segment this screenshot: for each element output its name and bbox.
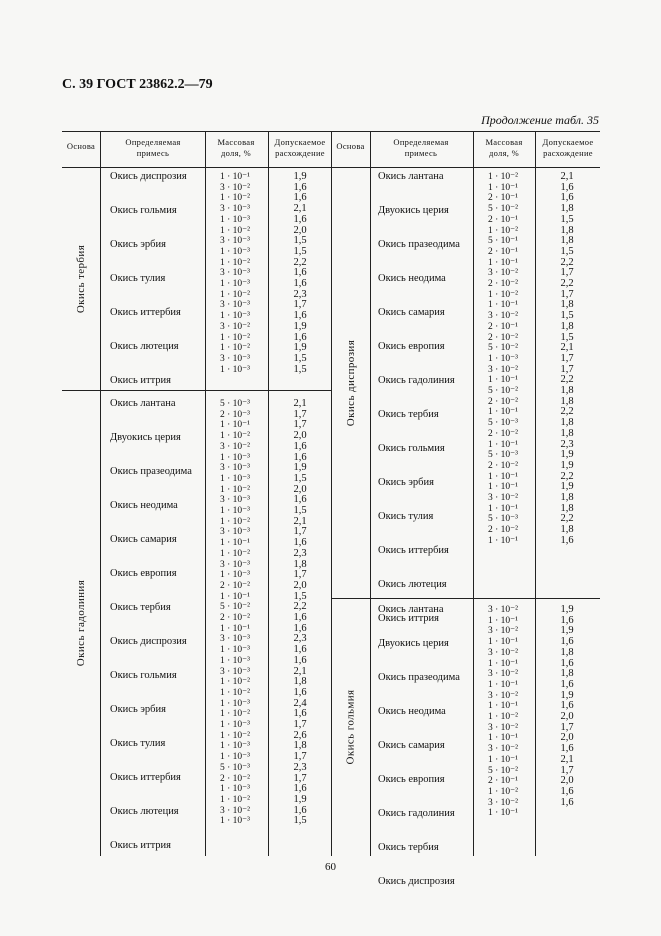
deviation-value: 1,9: [560, 481, 574, 493]
mass-fraction-value: 1 · 10⁻²: [220, 484, 251, 495]
deviation-value: 1,6: [560, 534, 574, 546]
mass-fraction-value: 1 · 10⁻¹: [488, 439, 519, 450]
impurity-name: Окись эрбия: [110, 239, 166, 250]
deviation-value: 1,7: [560, 721, 574, 733]
impurity-name: Окись тербия: [378, 409, 439, 420]
deviation-value: 1,9: [293, 171, 307, 182]
mass-fraction-value: 3 · 10⁻²: [488, 493, 519, 503]
deviation-value: 1,7: [293, 569, 307, 581]
mass-fraction-value: 2 · 10⁻²: [488, 428, 519, 439]
mass-fraction-value: 1 · 10⁻²: [488, 289, 519, 300]
mass-fraction-value: 1 · 10⁻²: [488, 172, 519, 182]
mass-fraction-value: 3 · 10⁻²: [488, 690, 519, 701]
mass-fraction-value: 1 · 10⁻³: [220, 473, 251, 484]
mass-fraction-value: 2 · 10⁻³: [220, 409, 251, 420]
mass-fraction-value: 3 · 10⁻²: [488, 605, 519, 615]
deviation-value: 1,8: [560, 502, 574, 514]
mass-fraction-value: 1 · 10⁻²: [220, 794, 251, 805]
base-label-right-1: Окись диспрозия: [345, 339, 357, 427]
impurity-name: Окись гольмия: [378, 443, 445, 454]
impurity-name: Окись лантана: [110, 398, 176, 409]
impurity-name: Окись диспрозия: [110, 636, 187, 647]
mass-fraction-value: 1 · 10⁻²: [220, 431, 251, 442]
col-divider: [100, 131, 101, 856]
mass-fraction-value: 1 · 10⁻³: [220, 364, 251, 375]
col-divider: [370, 131, 371, 856]
deviation-value: 1,6: [293, 644, 307, 656]
deviation-value: 2,2: [293, 601, 307, 613]
deviation-value: 1,6: [293, 686, 307, 698]
deviation-value: 1,8: [560, 320, 574, 332]
impurity-name: Окись тулия: [110, 273, 166, 284]
impurity-name: Окись европия: [378, 774, 445, 785]
mass-fraction-value: 3 · 10⁻²: [220, 182, 251, 193]
impurity-name: Окись тулия: [110, 738, 166, 749]
impurity-name: Окись иттрия: [378, 613, 440, 624]
impurity-name: Окись празеодима: [378, 672, 460, 683]
page-title: С. 39 ГОСТ 23862.2—79: [62, 77, 213, 92]
col-divider: [268, 131, 269, 856]
deviation-value: 1,6: [293, 708, 307, 720]
mass-fraction-value: 1 · 10⁻³: [220, 570, 251, 581]
impurity-name: Двуокись церия: [110, 432, 181, 443]
deviation-value: 1,5: [293, 352, 307, 364]
mass-fraction-value: 1 · 10⁻³: [220, 698, 251, 709]
deviation-value: 1,8: [560, 524, 574, 536]
deviation-value: 1,6: [293, 267, 307, 279]
mass-fraction-value: 1 · 10⁻¹: [488, 300, 519, 311]
deviation-value: 2,1: [293, 665, 307, 677]
mass-fraction-value: 1 · 10⁻²: [220, 687, 251, 698]
deviation-value: 1,6: [560, 678, 574, 690]
impurity-name: Окись диспрозия: [378, 876, 455, 887]
header-mass: Массовая доля, %: [485, 137, 523, 158]
mass-fraction-value: 1 · 10⁻³: [220, 645, 251, 656]
impurity-name: Двуокись церия: [378, 638, 449, 649]
deviation-value: 2,0: [560, 711, 574, 722]
impurity-name: Окись неодима: [378, 706, 446, 717]
impurity-name: Окись лютеция: [110, 341, 179, 352]
impurity-name: Окись лантана: [378, 604, 444, 615]
page-number: 60: [325, 861, 336, 873]
mass-fraction-value: 1 · 10⁻³: [220, 214, 251, 225]
deviation-value: 1,8: [560, 203, 574, 215]
mass-fraction-value: 2 · 10⁻²: [488, 525, 519, 536]
deviation-value: 1,8: [560, 299, 574, 311]
deviation-value: 2,0: [293, 430, 307, 442]
deviation-value: 1,6: [560, 636, 574, 648]
mass-fraction-value: 1 · 10⁻¹: [488, 754, 519, 765]
mass-fraction-value: 3 · 10⁻²: [220, 441, 251, 452]
deviation-value: 1,8: [560, 492, 574, 503]
mass-fraction-value: 1 · 10⁻²: [220, 548, 251, 559]
deviation-value: 2,1: [293, 515, 307, 527]
deviation-value: 1,6: [293, 192, 307, 204]
mass-fraction-value: 3 · 10⁻³: [220, 300, 251, 311]
mass-fraction-value: 3 · 10⁻³: [220, 527, 251, 538]
mass-fraction-value: 2 · 10⁻¹: [488, 214, 519, 225]
deviation-value: 1,6: [293, 331, 307, 343]
impurity-name: Окись лютеция: [378, 579, 447, 590]
deviation-value: 1,7: [560, 363, 574, 375]
impurity-name: Окись лантана: [378, 171, 444, 182]
impurity-name: Окись европия: [110, 568, 177, 579]
mass-fraction-value: 1 · 10⁻²: [488, 786, 519, 797]
mass-fraction-value: 1 · 10⁻¹: [220, 420, 251, 431]
mass-fraction-value: 1 · 10⁻¹: [488, 701, 519, 712]
mass-fraction-value: 3 · 10⁻²: [488, 744, 519, 755]
deviation-value: 1,7: [293, 419, 307, 431]
mass-fraction-value: 1 · 10⁻³: [220, 784, 251, 795]
deviation-value: 1,7: [560, 267, 574, 279]
col-divider: [535, 131, 536, 856]
deviation-value: 1,7: [293, 408, 307, 420]
deviation-value: 1,6: [293, 494, 307, 506]
mass-fraction-value: 1 · 10⁻²: [488, 225, 519, 236]
mass-fraction-value: 5 · 10⁻²: [488, 765, 519, 776]
mass-fraction-value: 1 · 10⁻¹: [220, 538, 251, 549]
deviation-value: 1,7: [293, 299, 307, 311]
mass-fraction-value: 1 · 10⁻¹: [488, 808, 519, 819]
deviation-value: 1,6: [293, 451, 307, 463]
deviation-value: 2,4: [293, 697, 307, 709]
header-impurity: Определяемая примесь: [125, 137, 181, 158]
mass-fraction-value: 1 · 10⁻²: [220, 193, 251, 204]
deviation-value: 1,5: [560, 213, 574, 225]
deviation-value: 1,6: [293, 783, 307, 795]
deviation-value: 1,8: [293, 740, 307, 752]
deviation-value: 1,9: [560, 449, 574, 461]
impurity-name: Окись лютеция: [110, 806, 179, 817]
mass-fraction-value: 1 · 10⁻¹: [220, 172, 251, 182]
impurity-name: Окись празеодима: [378, 239, 460, 250]
mass-fraction-value: 3 · 10⁻²: [488, 647, 519, 658]
mass-fraction-value: 1 · 10⁻¹: [488, 407, 519, 418]
deviation-value: 1,8: [560, 646, 574, 658]
impurity-name: Окись неодима: [110, 500, 178, 511]
mass-fraction-value: 1 · 10⁻¹: [488, 257, 519, 268]
mass-fraction-value: 2 · 10⁻¹: [488, 193, 519, 204]
header-mass: Массовая доля, %: [217, 137, 255, 158]
deviation-value: 1,9: [560, 459, 574, 471]
deviation-value: 1,8: [293, 676, 307, 688]
mass-fraction-value: 2 · 10⁻¹: [488, 246, 519, 257]
header-base: Основа: [336, 141, 365, 151]
deviation-value: 1,8: [560, 395, 574, 407]
deviation-value: 1,9: [293, 793, 307, 805]
deviation-value: 2,1: [560, 171, 574, 182]
deviation-value: 2,0: [293, 483, 307, 495]
deviation-value: 1,5: [293, 235, 307, 247]
mass-fraction-value: 1 · 10⁻¹: [488, 615, 519, 626]
mass-fraction-value: 3 · 10⁻³: [220, 236, 251, 247]
mass-fraction-value: 2 · 10⁻²: [220, 613, 251, 623]
mass-fraction-value: 2 · 10⁻²: [488, 279, 519, 289]
mass-fraction-value: 1 · 10⁻²: [220, 225, 251, 236]
col-divider: [205, 131, 206, 856]
group-separator: [62, 390, 331, 391]
mass-fraction-value: 3 · 10⁻²: [220, 805, 251, 816]
deviation-value: 1,7: [560, 352, 574, 364]
mass-fraction-value: 5 · 10⁻²: [488, 204, 519, 215]
mass-fraction-value: 2 · 10⁻²: [220, 773, 251, 784]
deviation-value: 2,2: [560, 470, 574, 482]
header-base: Основа: [66, 141, 96, 151]
impurity-name: Окись европия: [378, 341, 445, 352]
mass-fraction-value: 2 · 10⁻²: [220, 580, 251, 591]
mass-fraction-value: 3 · 10⁻²: [488, 797, 519, 808]
mass-fraction-value: 1 · 10⁻¹: [488, 679, 519, 690]
mass-fraction-value: 1 · 10⁻¹: [488, 503, 519, 514]
deviation-value: 1,6: [293, 612, 307, 623]
deviation-value: 1,9: [560, 689, 574, 701]
header-impurity: Определяемая примесь: [393, 137, 449, 158]
mass-fraction-value: 1 · 10⁻¹: [220, 623, 251, 634]
deviation-value: 1,5: [293, 363, 307, 375]
mass-fraction-value: 5 · 10⁻³: [220, 399, 251, 409]
deviation-value: 1,7: [560, 288, 574, 300]
mass-fraction-value: 5 · 10⁻³: [488, 418, 519, 429]
table-continuation-caption: Продолжение табл. 35: [481, 113, 599, 127]
mass-fraction-value: 1 · 10⁻²: [488, 712, 519, 722]
mass-fraction-value: 3 · 10⁻³: [220, 204, 251, 215]
deviation-value: 1,6: [560, 796, 574, 808]
impurity-name: Окись гадолиния: [378, 808, 455, 819]
impurity-name: Окись эрбия: [110, 704, 166, 715]
mass-fraction-value: 5 · 10⁻³: [488, 514, 519, 525]
mass-fraction-value: 3 · 10⁻²: [488, 364, 519, 375]
mass-fraction-value: 1 · 10⁻²: [220, 289, 251, 300]
header-deviation: Допускаемое расхождение: [542, 137, 594, 158]
mass-fraction-value: 1 · 10⁻³: [220, 452, 251, 463]
deviation-value: 1,7: [293, 526, 307, 538]
deviation-value: 1,5: [293, 505, 307, 516]
deviation-value: 1,6: [560, 614, 574, 626]
deviation-value: 1,6: [560, 192, 574, 204]
deviation-value: 2,2: [560, 256, 574, 268]
base-label-left-1: Окись тербия: [75, 244, 88, 314]
header-deviation: Допускаемое расхождение: [274, 137, 326, 158]
mass-fraction-value: 1 · 10⁻³: [220, 279, 251, 289]
deviation-value: 1,9: [560, 625, 574, 637]
deviation-value: 1,9: [293, 320, 307, 332]
deviation-value: 1,6: [560, 743, 574, 755]
mass-fraction-value: 1 · 10⁻²: [220, 257, 251, 268]
mass-fraction-value: 5 · 10⁻¹: [488, 236, 519, 247]
impurity-name: Окись иттербия: [110, 772, 181, 783]
deviation-value: 1,6: [293, 310, 307, 322]
deviation-value: 1,6: [293, 537, 307, 549]
deviation-value: 2,0: [293, 224, 307, 236]
mass-fraction-value: 1 · 10⁻²: [220, 332, 251, 343]
impurity-name: Окись иттрия: [110, 375, 172, 386]
impurity-name: Окись самария: [110, 534, 177, 545]
mass-fraction-value: 3 · 10⁻³: [220, 666, 251, 677]
impurity-name: Окись празеодима: [110, 466, 192, 477]
deviation-value: 1,6: [293, 440, 307, 452]
deviation-value: 1,8: [560, 427, 574, 439]
impurity-name: Окись неодима: [378, 273, 446, 284]
deviation-value: 1,9: [560, 604, 574, 615]
impurity-name: Окись иттрия: [110, 840, 172, 851]
deviation-value: 1,6: [293, 278, 307, 289]
mass-fraction-value: 1 · 10⁻³: [488, 353, 519, 364]
deviation-value: 1,8: [560, 224, 574, 236]
mass-fraction-value: 1 · 10⁻¹: [488, 482, 519, 493]
deviation-value: 1,7: [293, 772, 307, 784]
mass-fraction-value: 3 · 10⁻³: [220, 495, 251, 506]
mass-fraction-value: 5 · 10⁻³: [488, 450, 519, 461]
impurity-name: Окись тербия: [378, 842, 439, 853]
impurity-name: Окись гольмия: [110, 205, 177, 216]
deviation-value: 2,3: [293, 633, 307, 645]
mass-fraction-value: 1 · 10⁻²: [220, 343, 251, 354]
deviation-value: 2,2: [560, 278, 574, 289]
deviation-value: 2,2: [560, 513, 574, 525]
base-label-left-2: Окись гадолиния: [75, 579, 88, 667]
mass-fraction-value: 5 · 10⁻²: [488, 386, 519, 396]
base-label-right-2: Окись гольмия: [345, 689, 357, 765]
deviation-value: 1,5: [293, 472, 307, 484]
group-separator: [331, 598, 600, 599]
deviation-value: 1,6: [293, 181, 307, 193]
deviation-value: 2,2: [560, 374, 574, 386]
mass-fraction-value: 2 · 10⁻¹: [488, 321, 519, 332]
deviation-value: 2,3: [293, 761, 307, 773]
mass-fraction-value: 1 · 10⁻³: [220, 816, 251, 827]
deviation-value: 1,6: [293, 654, 307, 666]
mass-fraction-value: 3 · 10⁻²: [488, 626, 519, 637]
deviation-value: 1,5: [293, 245, 307, 257]
col-divider: [473, 131, 474, 856]
mass-fraction-value: 1 · 10⁻²: [220, 677, 251, 688]
deviation-value: 1,7: [560, 764, 574, 776]
deviation-value: 2,0: [560, 732, 574, 744]
deviation-value: 2,1: [560, 753, 574, 765]
deviation-value: 1,6: [560, 657, 574, 669]
mass-fraction-value: 2 · 10⁻¹: [488, 776, 519, 787]
deviation-value: 1,7: [293, 719, 307, 730]
mass-fraction-value: 3 · 10⁻³: [220, 463, 251, 474]
deviation-value: 2,2: [560, 406, 574, 418]
impurity-name: Окись самария: [378, 307, 445, 318]
mass-fraction-value: 1 · 10⁻²: [220, 516, 251, 527]
deviation-value: 1,6: [293, 622, 307, 634]
mass-fraction-value: 5 · 10⁻²: [488, 343, 519, 354]
impurity-name: Окись эрбия: [378, 477, 434, 488]
deviation-value: 2,0: [560, 775, 574, 787]
deviation-value: 1,8: [560, 385, 574, 396]
deviation-value: 2,1: [293, 398, 307, 409]
deviation-value: 2,3: [293, 547, 307, 559]
deviation-value: 1,6: [560, 181, 574, 193]
deviation-value: 1,6: [560, 700, 574, 712]
deviation-value: 1,6: [560, 785, 574, 797]
deviation-value: 1,9: [293, 342, 307, 354]
mass-fraction-value: 3 · 10⁻²: [220, 321, 251, 332]
deviation-value: 2,6: [293, 729, 307, 741]
mass-fraction-value: 1 · 10⁻²: [220, 730, 251, 741]
impurity-name: Окись тербия: [110, 602, 171, 613]
mass-fraction-value: 2 · 10⁻²: [488, 460, 519, 471]
mass-fraction-value: 1 · 10⁻¹: [488, 658, 519, 669]
deviation-value: 1,5: [560, 245, 574, 257]
mass-fraction-value: 1 · 10⁻³: [220, 741, 251, 752]
impurity-name: Окись иттербия: [110, 307, 181, 318]
mass-fraction-value: 5 · 10⁻²: [220, 602, 251, 613]
deviation-value: 2,2: [293, 256, 307, 268]
deviation-value: 1,5: [560, 310, 574, 322]
impurity-name: Окись самария: [378, 740, 445, 751]
deviation-value: 1,8: [560, 668, 574, 680]
deviation-value: 1,5: [293, 590, 307, 602]
impurity-name: Окись гольмия: [110, 670, 177, 681]
mass-fraction-value: 2 · 10⁻²: [488, 332, 519, 343]
deviation-value: 1,8: [560, 235, 574, 247]
mass-fraction-value: 3 · 10⁻²: [488, 311, 519, 322]
mass-fraction-value: 3 · 10⁻²: [488, 722, 519, 733]
deviation-value: 2,1: [293, 203, 307, 215]
deviation-value: 2,3: [293, 288, 307, 300]
mass-fraction-value: 3 · 10⁻³: [220, 559, 251, 570]
mass-fraction-value: 1 · 10⁻¹: [488, 535, 519, 546]
impurity-name: Окись гадолиния: [378, 375, 455, 386]
deviation-value: 1,5: [560, 331, 574, 343]
mass-fraction-value: 1 · 10⁻³: [220, 506, 251, 516]
deviation-value: 1,8: [293, 558, 307, 570]
deviation-value: 2,1: [560, 342, 574, 354]
mass-fraction-value: 5 · 10⁻³: [220, 762, 251, 773]
mass-fraction-value: 1 · 10⁻¹: [488, 637, 519, 648]
deviation-value: 1,6: [293, 213, 307, 225]
mass-fraction-value: 3 · 10⁻³: [220, 353, 251, 364]
impurity-name: Окись диспрозия: [110, 171, 187, 182]
mass-fraction-value: 1 · 10⁻¹: [488, 471, 519, 482]
deviation-value: 2,3: [560, 438, 574, 450]
mass-fraction-value: 1 · 10⁻¹: [488, 182, 519, 193]
mass-fraction-value: 2 · 10⁻²: [488, 396, 519, 407]
mass-fraction-value: 3 · 10⁻²: [488, 669, 519, 680]
deviation-value: 1,7: [293, 751, 307, 763]
mass-fraction-value: 1 · 10⁻¹: [488, 733, 519, 744]
mass-fraction-value: 1 · 10⁻³: [220, 752, 251, 763]
mass-fraction-value: 1 · 10⁻³: [220, 246, 251, 257]
mass-fraction-value: 1 · 10⁻³: [220, 720, 251, 730]
mass-fraction-value: 3 · 10⁻³: [220, 268, 251, 279]
mass-fraction-value: 1 · 10⁻²: [220, 709, 251, 720]
mass-fraction-value: 3 · 10⁻²: [488, 268, 519, 279]
mass-fraction-value: 3 · 10⁻³: [220, 634, 251, 645]
deviation-value: 1,6: [293, 804, 307, 816]
impurity-name: Окись иттербия: [378, 545, 449, 556]
mass-fraction-value: 1 · 10⁻¹: [220, 591, 251, 602]
mass-fraction-value: 1 · 10⁻¹: [488, 375, 519, 386]
deviation-value: 1,9: [293, 462, 307, 474]
mass-fraction-value: 1 · 10⁻³: [220, 655, 251, 666]
col-divider: [331, 131, 332, 856]
deviation-value: 2,0: [293, 579, 307, 591]
impurity-name: Окись тулия: [378, 511, 434, 522]
deviation-value: 1,5: [293, 815, 307, 827]
mass-fraction-value: 1 · 10⁻³: [220, 311, 251, 322]
impurity-name: Двуокись церия: [378, 205, 449, 216]
deviation-value: 1,8: [560, 417, 574, 429]
